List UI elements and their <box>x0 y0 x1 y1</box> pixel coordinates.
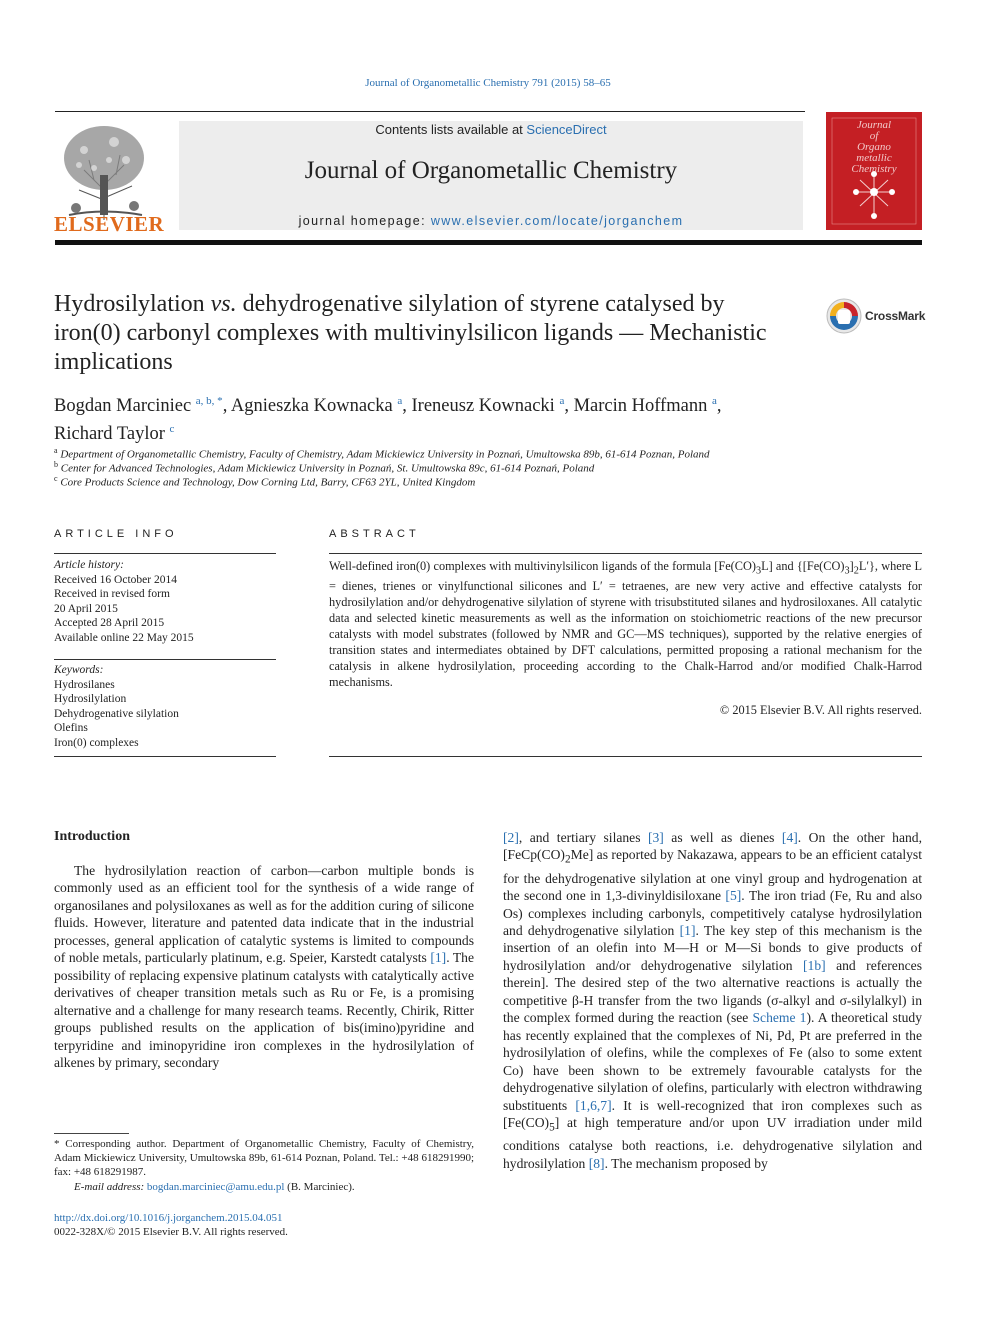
affiliation-c <box>54 474 924 489</box>
journal-title: Journal of Organometallic Chemistry <box>304 157 678 184</box>
text-run: . It is well-recognized that iron complexes such as [Fe(CO) <box>503 1097 922 1130</box>
keywords <box>54 663 276 750</box>
author-list <box>54 390 814 446</box>
history-label: Article history: <box>54 559 124 571</box>
author-name: Ireneusz Kownacki <box>411 396 555 417</box>
title-vs: vs. <box>210 291 237 317</box>
body-column-right <box>503 829 922 1172</box>
citation-link[interactable]: [1] <box>430 950 447 966</box>
citation-link[interactable]: [3] <box>647 830 664 845</box>
email-footnote <box>54 1181 474 1193</box>
affiliation-mark: c <box>54 474 58 483</box>
subscript: 3 <box>844 565 850 577</box>
cover-title-line: Chemistry <box>851 163 897 175</box>
issn-copyright: 0022-328X/© 2015 Elsevier B.V. All rights reserved. <box>54 1226 288 1238</box>
affiliation-a <box>54 446 924 461</box>
homepage-prefix: journal homepage: <box>298 214 431 228</box>
abstract-text <box>329 559 922 691</box>
crossmark-icon[interactable] <box>825 297 863 335</box>
citation-link[interactable]: [1] <box>679 922 696 938</box>
author-separator: , <box>222 396 231 417</box>
affiliation-text: Center for Advanced Technologies, Adam Mickiewicz University in Poznań, St. Umultowska 89c, 61-614 Poznań, Poland <box>60 462 595 475</box>
citation-link[interactable]: [5] <box>725 888 742 904</box>
crossmark-label[interactable]: CrossMark <box>865 309 926 323</box>
history-entry: 20 April 2015 <box>54 602 118 615</box>
keyword: Hydrosilanes <box>54 678 115 691</box>
history-entry: Available online 22 May 2015 <box>54 631 194 644</box>
divider <box>329 756 922 757</box>
email-link[interactable]: bogdan.marciniec@amu.edu.pl <box>146 1181 285 1193</box>
text-run: , and tertiary silanes <box>518 830 648 845</box>
elsevier-wordmark: ELSEVIER <box>54 212 165 236</box>
cover-title-line: metallic <box>856 152 892 164</box>
author-affiliation-marks[interactable]: a <box>559 395 565 407</box>
affiliation-b <box>54 460 924 475</box>
affiliation-text: Core Products Science and Technology, Dow Corning Ltd, Barry, CF63 2YL, United Kingdom <box>60 476 476 489</box>
history-entry: Received in revised form <box>54 588 170 600</box>
divider <box>54 659 276 660</box>
text-run: . The key step of this mechanism is the insertion of an olefin into M—H or M—Si bonds to give products of hydrosilylation and/or dehydrogenative silylation <box>503 922 922 973</box>
text-run: ). A theoretical study has recently explained that the complexes of Ni, Pd, Pt are preferred in the hydrosilylation of olefins, while the complexes of Fe (also to some extent Co) have been shown to be extremely favourable catalysts for the dehydrogenative silylation of olefins, particularly with electron withdrawing substituents <box>503 1010 922 1113</box>
text-run: as well as dienes <box>663 830 782 845</box>
author-name: Marcin Hoffmann <box>573 396 708 417</box>
text-run: and references therein]. The desired step of the two alternative reactions is actually the competitive β-H transfer from the two ligands (σ-alkyl and σ-silylalkyl) in the complex formed during the reaction (see <box>503 957 922 1026</box>
homepage-link[interactable]: www.elsevier.com/locate/jorganchem <box>430 214 684 228</box>
cover-title-line: of <box>869 130 879 142</box>
text-run: The hydrosilylation reaction of carbon—carbon multiple bonds is commonly used as an efficient tool for the synthesis of a wide range of organosilanes and polysiloxanes as well as for the addition curing of silicone fluids. However, literature and patented data indicate that in the industrial processes, general application of catalytic systems is limited to compounds of noble metals, particularly platinum, e.g. Speier, Karstedt catalysts <box>54 863 474 966</box>
keyword: Iron(0) complexes <box>54 736 139 749</box>
abstract-run: Well-defined iron(0) complexes with multivinylsilicon ligands of the formula [Fe(CO) <box>329 559 756 573</box>
subscript: 2 <box>853 565 859 577</box>
text-run: . The mechanism proposed by <box>604 1155 768 1171</box>
divider <box>54 756 276 757</box>
citation-link[interactable]: [2] <box>503 830 519 845</box>
body-column-left <box>54 862 474 1071</box>
abstract-run: L] and {[Fe(CO) <box>761 559 845 573</box>
author-separator: , <box>564 396 574 417</box>
author-name: Bogdan Marciniec <box>54 396 192 417</box>
email-suffix: (B. Marciniec). <box>284 1181 355 1193</box>
subscript: 5 <box>549 1121 555 1134</box>
citation-link[interactable]: [8] <box>588 1155 605 1171</box>
author-separator: , <box>716 396 722 417</box>
author-affiliation-marks[interactable]: a <box>397 395 403 407</box>
contents-prefix: Contents lists available at <box>375 122 527 137</box>
affiliation-mark: b <box>54 460 58 469</box>
header-thick-rule <box>55 240 922 245</box>
text-run: . On the other hand, [FeCp(CO) <box>503 830 922 863</box>
author-name: Agnieszka Kownacka <box>230 396 393 417</box>
author-affiliation-marks[interactable]: a, b, * <box>195 395 223 407</box>
abstract-heading: ABSTRACT <box>329 528 420 540</box>
contents-line <box>179 122 803 137</box>
history-entry: Received 16 October 2014 <box>54 573 177 586</box>
cover-title-line: Journal <box>856 119 892 131</box>
footnote-rule <box>54 1133 129 1134</box>
title-part: dehydrogenative silylation of styrene catalysed by iron(0) carbonyl complexes with multivinylsilicon ligands — Mechanistic implications <box>54 291 767 375</box>
abstract-run: ] <box>849 559 854 573</box>
header-rule <box>55 111 805 112</box>
email-label: E-mail address: <box>74 1181 147 1193</box>
abstract-run: L′}, where L = dienes, trienes or vinylfunctional silicones and L′ = tetraenes, are new very active and effective catalysts for hydrosilylation and/or dehydrogenative silylation of styrene with trisubstituted silanes and hydrosiloxanes. All catalytic data and selected kinetic measurements as well as the information on stoichiometric reactions of the new precursor catalysts with model substrates (followed by NMR and GC—MS techniques), supported by the relative energies of transition states and intermediates obtained by DFT calculations, permitted proposing a rational mechanism for the catalysis in alkene hydrosilylation, proceeding according to the Chalk-Harrod and/or modified Chalk-Harrod mechanisms. <box>329 559 922 689</box>
author-separator: , <box>402 396 412 417</box>
sciencedirect-link[interactable]: ScienceDirect <box>526 122 607 137</box>
cover-title <box>830 120 918 175</box>
text-run: Me] as reported by Nakazawa, appears to be an efficient catalyst for the dehydrogenative silylation at one vinyl group and hydrogenation at the second one in 1,3-divinyldisiloxane <box>503 847 922 904</box>
subscript: 2 <box>564 854 571 867</box>
paragraph <box>503 829 922 1172</box>
title-part: Hydrosilylation <box>54 291 211 317</box>
subscript: 3 <box>755 565 762 577</box>
author-affiliation-marks[interactable]: a <box>711 395 717 407</box>
cover-title-line: Organo <box>857 141 891 153</box>
keyword: Hydrosilylation <box>54 693 127 705</box>
keyword: Olefins <box>54 722 88 734</box>
section-heading-introduction: Introduction <box>54 829 130 844</box>
divider <box>54 553 276 554</box>
abstract-copyright: © 2015 Elsevier B.V. All rights reserved. <box>719 703 922 717</box>
doi-link[interactable]: http://dx.doi.org/10.1016/j.jorganchem.2015.04.051 <box>54 1212 283 1224</box>
author-affiliation-marks[interactable]: c <box>169 423 175 436</box>
paragraph <box>54 862 474 1071</box>
article-title <box>54 290 794 377</box>
scheme-link[interactable]: Scheme 1 <box>752 1010 807 1026</box>
affiliation-mark: a <box>54 446 58 455</box>
author-name: Richard Taylor <box>54 424 165 445</box>
text-run: . The possibility of replacing expensive platinum catalysts with catalytically active derivatives of cheaper transition metals such as Ru or Fe, is a promising alternative and a challenge for many research teams. Recently, Chirik, Ritter groups published results on the application of bis(imino)pyridine and terpyridine and iminopyridine iron complexes in the hydrosilylation of alkenes by primary, secondary <box>54 950 474 1070</box>
corresponding-author-footnote: * Corresponding author. Department of Organometallic Chemistry, Faculty of Chemistry, Adam Mickiewicz University, Umultowska 89b, 61-614 Poznan, Poland. Tel.: +48 618291990; fax: +48 618291987. <box>54 1138 474 1179</box>
citation-link[interactable]: [1b] <box>803 957 826 973</box>
text-run: . The iron triad (Fe, Ru and also Os) complexes including carbonyls, competitively catalyse hydrosilylation and dehydrogenative silylation <box>503 888 922 938</box>
citation-link[interactable]: [1,6,7] <box>575 1097 612 1113</box>
affiliation-text: Department of Organometallic Chemistry, Faculty of Chemistry, Adam Mickiewicz University in Poznań, Umultowska 89b, 61-614 Poznan, Poland <box>60 448 710 461</box>
keywords-label: Keywords: <box>54 664 104 676</box>
citation-link[interactable]: [4] <box>781 830 798 845</box>
homepage-line <box>179 214 803 228</box>
article-info-heading: ARTICLE INFO <box>54 528 178 540</box>
keyword: Dehydrogenative silylation <box>54 707 179 720</box>
history-entry: Accepted 28 April 2015 <box>54 617 165 629</box>
journal-reference[interactable]: Journal of Organometallic Chemistry 791 (2015) 58–65 <box>365 77 611 89</box>
text-run: ] at high temperature and/or upon UV irradiation under mild conditions catalyse both reactions, i.e. dehydrogenative silylation and hydrosilylation <box>503 1114 922 1171</box>
article-history <box>54 558 276 645</box>
divider <box>329 553 922 554</box>
